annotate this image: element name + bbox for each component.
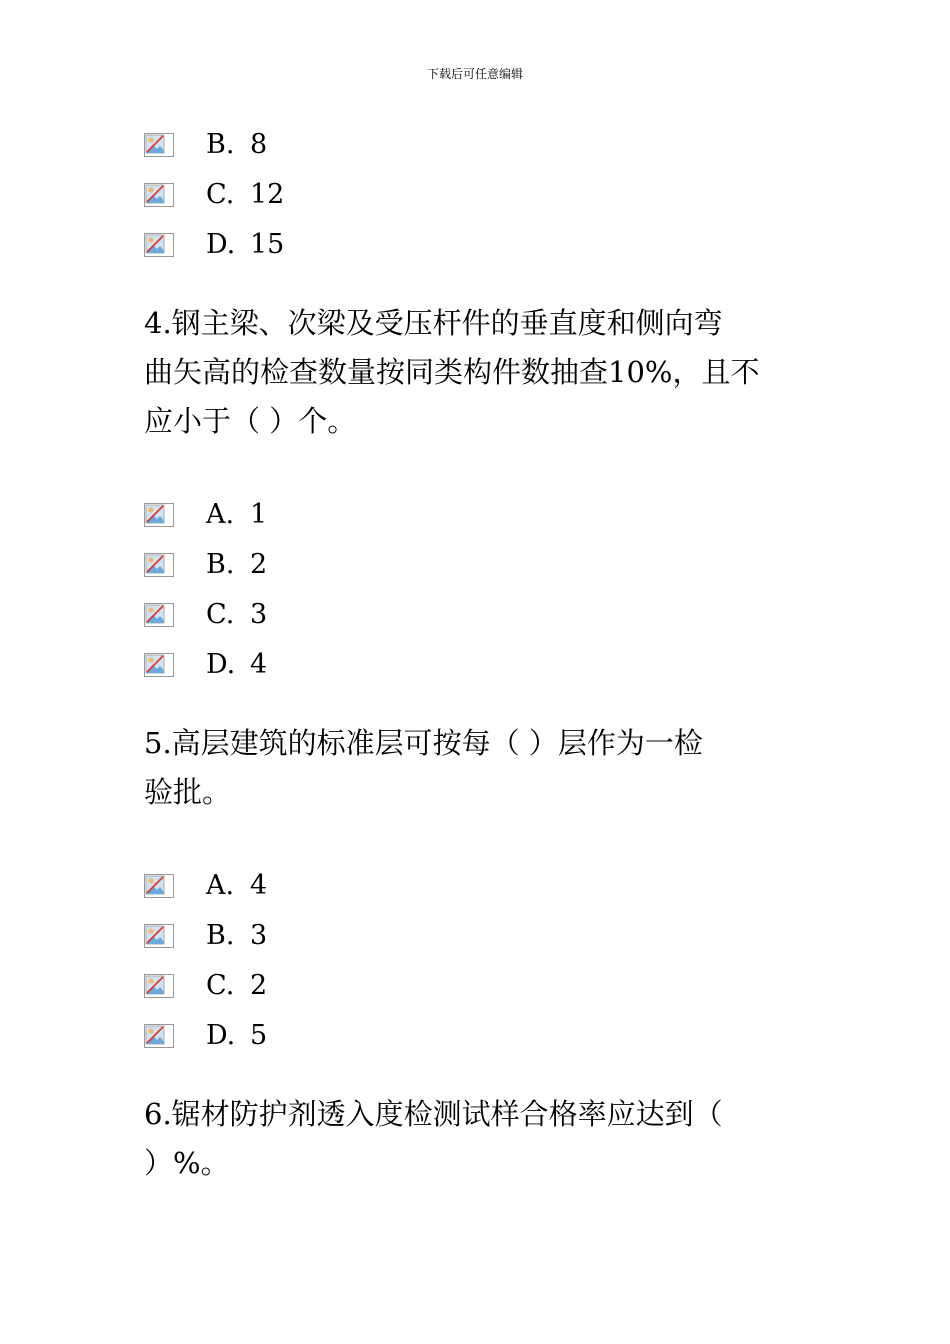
broken-image-icon <box>144 183 174 207</box>
question-line: 验批。 <box>144 775 232 809</box>
option-letter: A. <box>206 870 235 901</box>
question-line: 6.锯材防护剂透入度检测试样合格率应达到（ <box>144 1097 723 1131</box>
option-value: 3 <box>250 599 268 630</box>
option-letter: C. <box>206 179 235 210</box>
question-4-options <box>144 490 824 690</box>
option-letter: A. <box>206 499 235 530</box>
option-value: 2 <box>250 549 268 580</box>
option-value: 8 <box>250 129 268 160</box>
question-line: ）%。 <box>144 1146 230 1180</box>
option-letter: C. <box>206 599 235 630</box>
option-value: 2 <box>250 970 268 1001</box>
option-row[interactable] <box>144 490 824 540</box>
question-line: 应小于（ ）个。 <box>144 404 357 438</box>
question-5-options <box>144 861 824 1061</box>
question-6 <box>144 1090 824 1188</box>
question-line: 4.钢主梁、次梁及受压杆件的垂直度和侧向弯 <box>144 306 723 340</box>
broken-image-icon <box>144 874 174 898</box>
option-value: 15 <box>250 229 285 260</box>
question-4 <box>144 299 824 446</box>
option-letter: B. <box>206 920 235 951</box>
option-value: 5 <box>250 1020 268 1051</box>
question-line: 曲矢高的检查数量按同类构件数抽查10%，且不 <box>144 355 760 389</box>
option-row[interactable] <box>144 170 824 220</box>
option-row[interactable] <box>144 861 824 911</box>
option-row[interactable] <box>144 1011 824 1061</box>
option-value: 12 <box>250 179 285 210</box>
broken-image-icon <box>144 233 174 257</box>
broken-image-icon <box>144 503 174 527</box>
broken-image-icon <box>144 1024 174 1048</box>
page-header: 下载后可任意编辑 <box>426 67 523 81</box>
option-row[interactable] <box>144 120 824 170</box>
option-row[interactable] <box>144 640 824 690</box>
broken-image-icon <box>144 924 174 948</box>
broken-image-icon <box>144 133 174 157</box>
option-row[interactable] <box>144 590 824 640</box>
option-row[interactable] <box>144 911 824 961</box>
option-row[interactable] <box>144 961 824 1011</box>
broken-image-icon <box>144 553 174 577</box>
option-value: 3 <box>250 920 268 951</box>
option-value: 1 <box>250 499 268 530</box>
document-body <box>144 120 824 1188</box>
option-letter: D. <box>206 649 236 680</box>
question-3-options <box>144 120 824 270</box>
option-value: 4 <box>250 870 268 901</box>
broken-image-icon <box>144 603 174 627</box>
option-letter: D. <box>206 1020 236 1051</box>
question-5 <box>144 719 824 817</box>
option-letter: D. <box>206 229 236 260</box>
broken-image-icon <box>144 974 174 998</box>
option-row[interactable] <box>144 540 824 590</box>
option-letter: B. <box>206 549 235 580</box>
option-value: 4 <box>250 649 268 680</box>
option-letter: B. <box>206 129 235 160</box>
question-line: 5.高层建筑的标准层可按每（ ）层作为一检 <box>144 726 703 760</box>
option-row[interactable] <box>144 220 824 270</box>
broken-image-icon <box>144 653 174 677</box>
option-letter: C. <box>206 970 235 1001</box>
